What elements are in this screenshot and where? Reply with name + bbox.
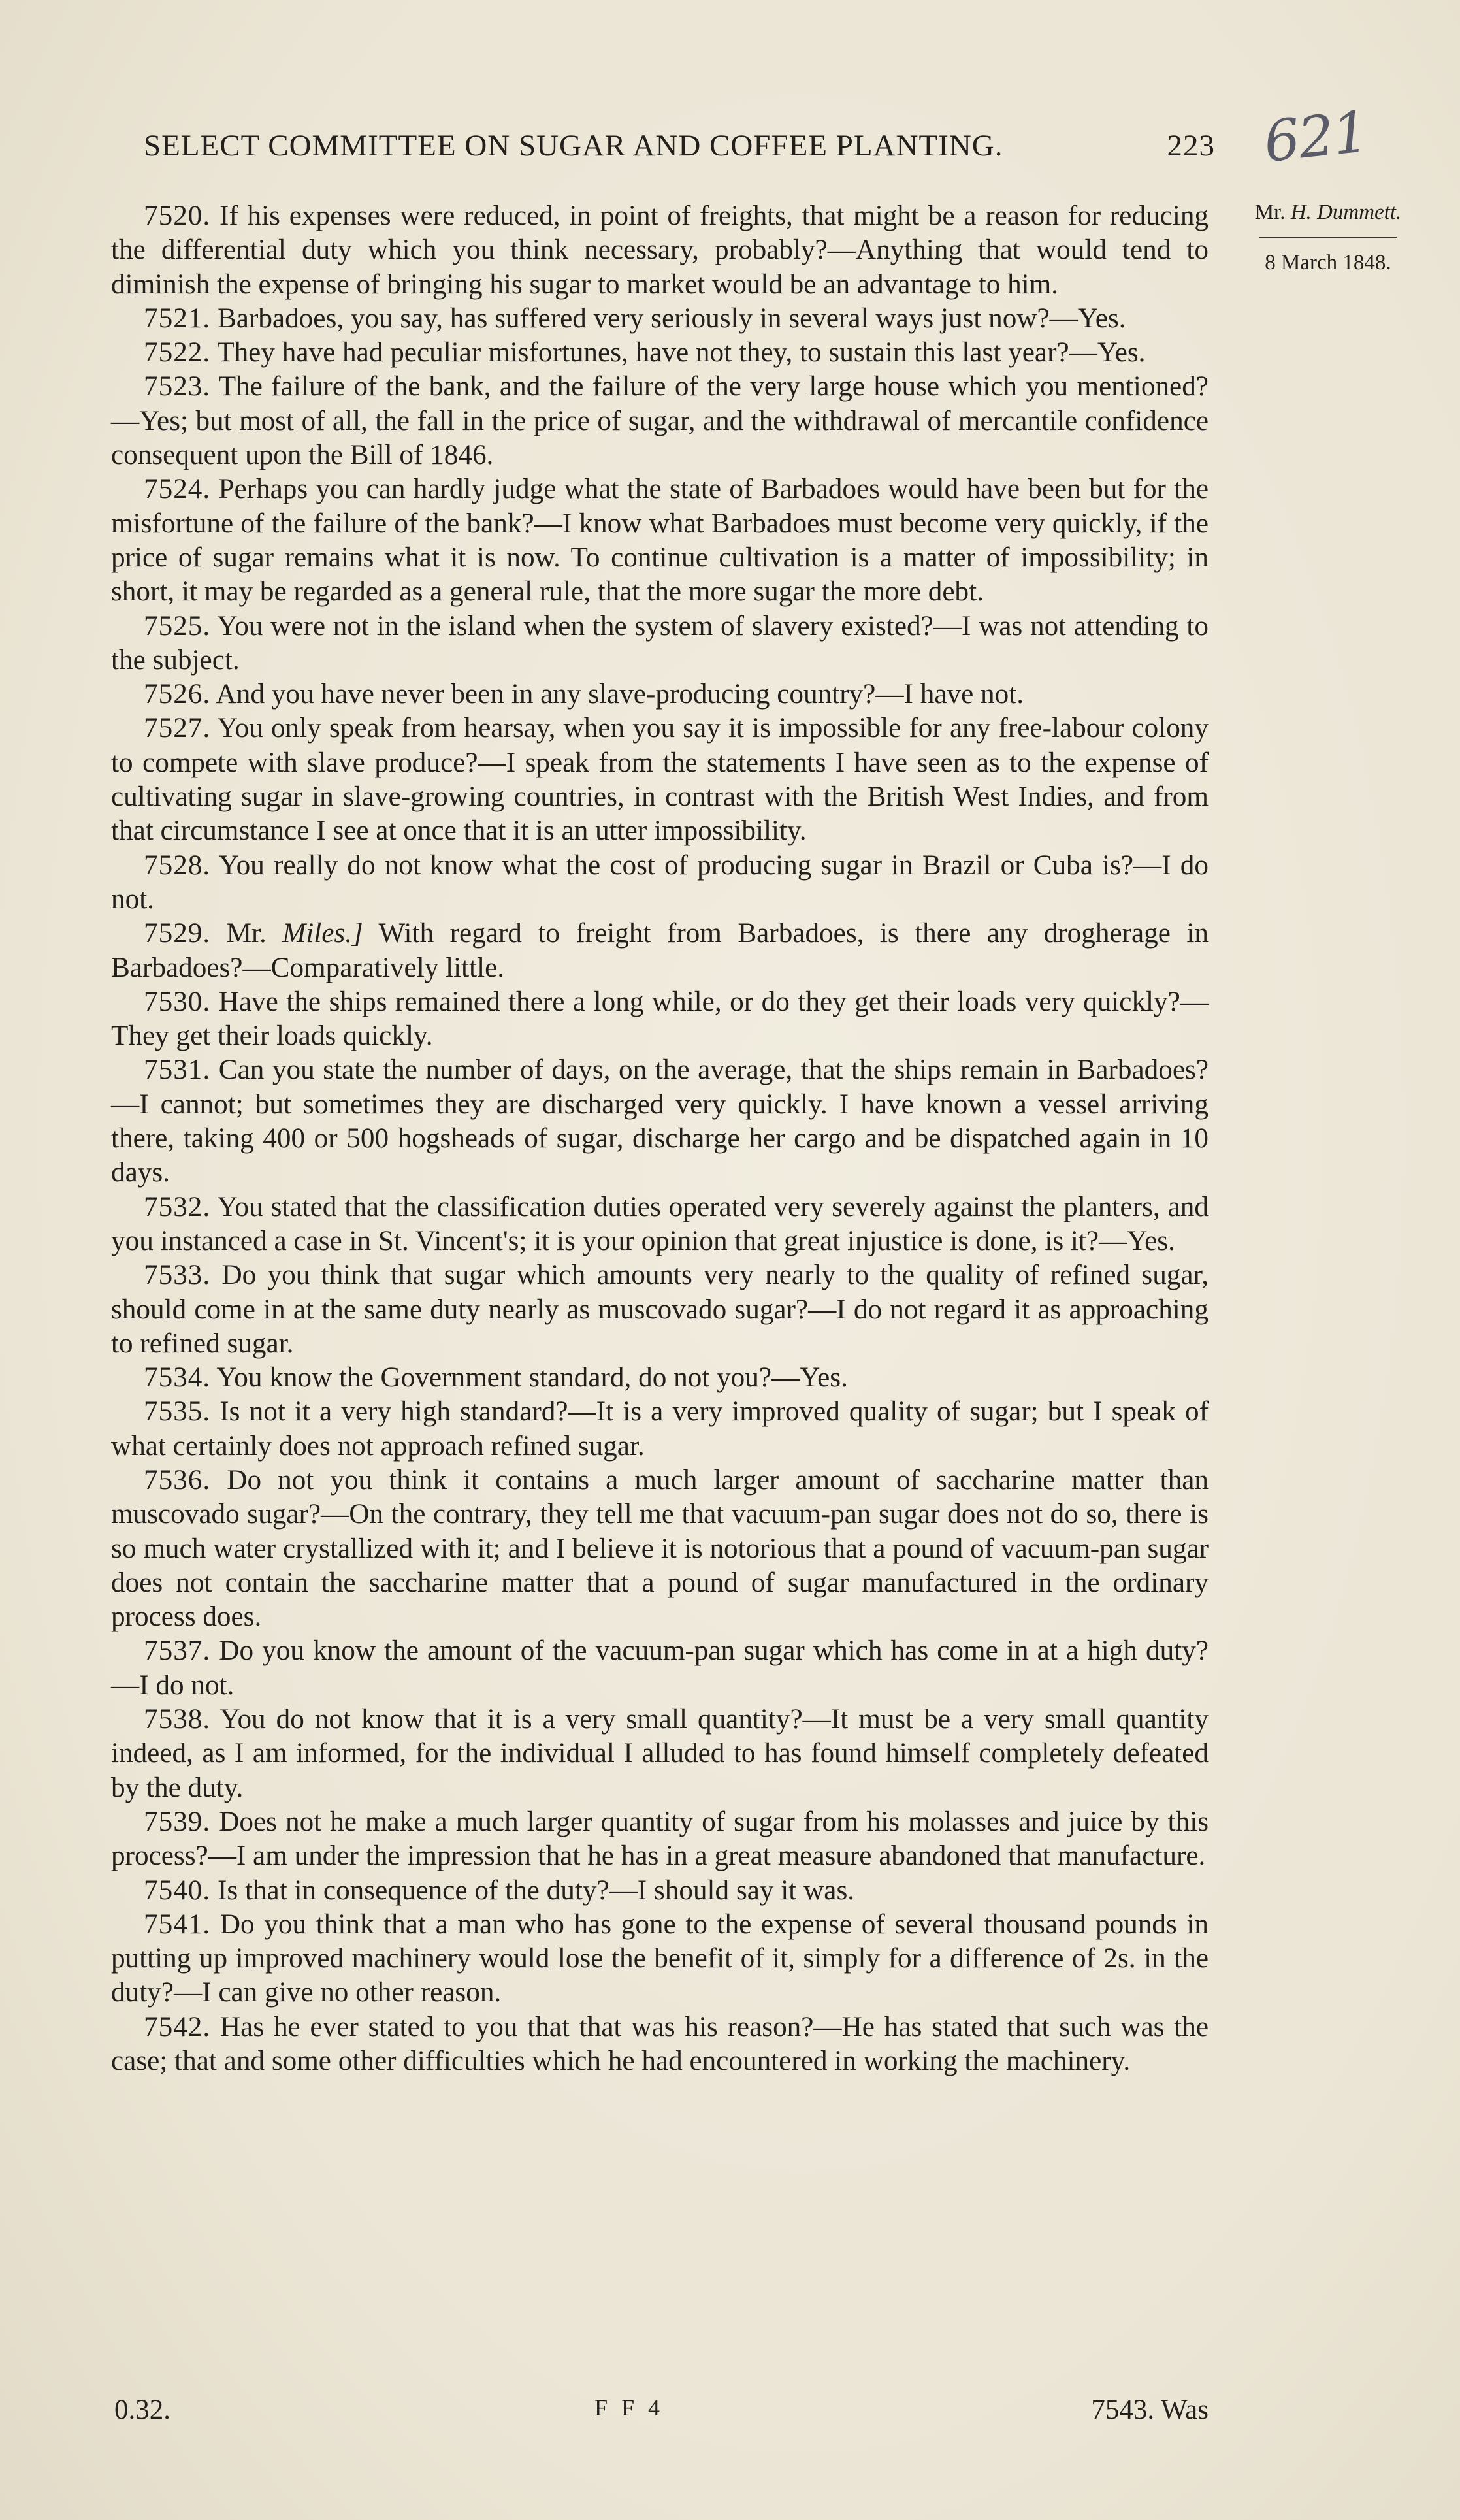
testimony-entry bbox=[111, 1190, 1209, 1259]
question-number: 7522. bbox=[144, 337, 211, 368]
question-number: 7541. bbox=[144, 1908, 211, 1940]
page-footer bbox=[114, 2394, 1209, 2433]
question-number: 7534. bbox=[144, 1362, 211, 1394]
question-answer-text: You do not know that it is a very small quantity?—It must be a very small quantity indeed, as I am informed, for the individual I alluded to has found himself completely defeated by the duty. bbox=[111, 1704, 1209, 1803]
question-answer-text: Has he ever stated to you that that was his reason?—He has stated that such was the case; that and some other difficulties which he had encountered in working the machinery. bbox=[111, 2011, 1209, 2077]
question-number: 7528. bbox=[144, 849, 211, 881]
testimony-entry bbox=[111, 1395, 1209, 1464]
question-answer-text: If his expenses were reduced, in point of freights, that might be a reason for reducing the differential duty which you think necessary, probably?—Anything that would tend to diminish the expense of bringing his sugar to market would be an advantage to him. bbox=[111, 201, 1209, 300]
testimony-entry bbox=[111, 678, 1209, 712]
margin-note bbox=[1220, 201, 1436, 275]
question-number: 7536. bbox=[144, 1464, 211, 1496]
testimony-entry bbox=[111, 712, 1209, 848]
question-number: 7524. bbox=[144, 474, 211, 505]
question-number: 7527. bbox=[144, 713, 211, 744]
question-answer-text: Have the ships remained there a long while, or do they get their loads very quickly?—They get their loads quickly. bbox=[111, 986, 1209, 1052]
speaker-prefix: Mr. bbox=[226, 918, 267, 949]
testimony-entry bbox=[111, 199, 1209, 302]
speaker-name: Miles.] bbox=[282, 918, 363, 949]
testimony-entry bbox=[111, 1908, 1209, 2010]
testimony-entry bbox=[111, 849, 1209, 917]
witness-name: H. Dummett. bbox=[1290, 201, 1402, 224]
testimony-entry bbox=[111, 985, 1209, 1054]
testimony-entry bbox=[111, 1874, 1209, 1908]
testimony-entry bbox=[111, 1053, 1209, 1190]
question-number: 7520. bbox=[144, 201, 211, 231]
testimony-entry bbox=[111, 302, 1209, 336]
witness-line bbox=[1220, 201, 1436, 225]
question-answer-text: Do you know the amount of the vacuum-pan sugar which has come in at a high duty?—I do not. bbox=[111, 1635, 1209, 1701]
question-answer-text: Does not he make a much larger quantity of sugar from his molasses and juice by this process?—I am under the impression that he has in a great measure abandoned that manufacture. bbox=[111, 1806, 1209, 1872]
question-answer-text: Do you think that sugar which amounts very nearly to the quality of refined sugar, should come in at the same duty nearly as muscovado sugar?—I do not regard it as approaching to refined sugar. bbox=[111, 1260, 1209, 1359]
witness-prefix: Mr. bbox=[1254, 201, 1286, 224]
question-answer-text: Do not you think it contains a much larger amount of saccharine matter than muscovado sugar?—On the contrary, they tell me that vacuum-pan sugar does not do so, there is so much water crystallized with it; and I believe it is notorious that a pound of vacuum-pan sugar does not contain the saccharine matter that a pound of sugar manufactured in the ordinary process does. bbox=[111, 1464, 1209, 1633]
question-number: 7540. bbox=[144, 1874, 211, 1906]
testimony-entry bbox=[111, 1703, 1209, 1805]
question-number: 7523. bbox=[144, 371, 211, 402]
testimony-entry bbox=[111, 917, 1209, 985]
question-number: 7526. bbox=[144, 679, 211, 710]
question-answer-text: You know the Government standard, do not you?—Yes. bbox=[216, 1362, 848, 1394]
testimony-entry bbox=[111, 1258, 1209, 1361]
question-answer-text: They have had peculiar misfortunes, have not they, to sustain this last year?—Yes. bbox=[217, 337, 1146, 368]
question-number: 7530. bbox=[144, 986, 211, 1017]
page-number: 223 bbox=[1167, 129, 1215, 163]
testimony-entry bbox=[111, 370, 1209, 472]
question-answer-text: And you have never been in any slave-producing country?—I have not. bbox=[216, 679, 1024, 710]
signature-mark: F F 4 bbox=[594, 2395, 664, 2421]
question-answer-text: Do you think that a man who has gone to the expense of several thousand pounds in putting up improved machinery would lose the benefit of it, simply for a difference of 2s. in the duty?—I can give no other reason. bbox=[111, 1908, 1209, 2008]
paper-number: 0.32. bbox=[114, 2395, 170, 2425]
question-number: 7542. bbox=[144, 2011, 211, 2042]
question-number: 7532. bbox=[144, 1191, 211, 1222]
testimony-entry bbox=[111, 336, 1209, 370]
question-answer-text: You stated that the classification duties operated very severely against the planters, and you instanced a case in St. Vincent's; it is your opinion that great injustice is done, is it?—Yes. bbox=[111, 1191, 1209, 1256]
question-answer-text: Is that in consequence of the duty?—I should say it was. bbox=[217, 1874, 855, 1906]
question-number: 7521. bbox=[144, 303, 211, 334]
testimony-entry bbox=[111, 2010, 1209, 2079]
question-number: 7537. bbox=[144, 1635, 211, 1667]
running-header bbox=[144, 128, 1215, 163]
testimony-entry bbox=[111, 1634, 1209, 1703]
question-number: 7531. bbox=[144, 1055, 211, 1086]
question-number: 7529. bbox=[144, 918, 211, 949]
question-number: 7525. bbox=[144, 610, 211, 642]
handwritten-folio-number: 621 bbox=[1261, 99, 1371, 175]
question-number: 7533. bbox=[144, 1260, 211, 1291]
question-answer-text: The failure of the bank, and the failure of the very large house which you mentioned?—Yes; but most of all, the fall in the price of sugar, and the withdrawal of mercantile confidence consequent upon the Bill of 1846. bbox=[111, 371, 1209, 471]
testimony-entry bbox=[111, 1464, 1209, 1634]
question-answer-text: Is not it a very high standard?—It is a very improved quality of sugar; but I speak of what certainly does not approach refined sugar. bbox=[111, 1396, 1209, 1462]
question-answer-text: Barbadoes, you say, has suffered very seriously in several ways just now?—Yes. bbox=[217, 303, 1126, 334]
question-answer-text: You only speak from hearsay, when you say it is impossible for any free-labour colony to compete with slave produce?—I speak from the statements I have seen as to the expense of cultivating sugar in slave-growing countries, in contrast with the British West Indies, and from that circumstance I see at once that it is an utter impossibility. bbox=[111, 713, 1209, 847]
header-title: SELECT COMMITTEE ON SUGAR AND COFFEE PLANTING. bbox=[144, 129, 1003, 163]
testimony-entry bbox=[111, 472, 1209, 609]
testimony-body bbox=[111, 199, 1209, 2078]
testimony-entry bbox=[111, 1805, 1209, 1874]
question-number: 7535. bbox=[144, 1396, 211, 1428]
question-answer-text: Perhaps you can hardly judge what the state of Barbadoes would have been but for the misfortune of the failure of the bank?—I know what Barbadoes must become very quickly, if the price of sugar remains what it is now. To continue cultivation is a matter of impossibility; in short, it may be regarded as a general rule, that the more sugar the more debt. bbox=[111, 474, 1209, 608]
testimony-entry bbox=[111, 610, 1209, 678]
question-number: 7538. bbox=[144, 1704, 211, 1735]
margin-rule bbox=[1259, 237, 1397, 238]
question-answer-text: You really do not know what the cost of producing sugar in Brazil or Cuba is?—I do not. bbox=[111, 849, 1209, 915]
question-number: 7539. bbox=[144, 1806, 211, 1837]
catchword: 7543. Was bbox=[1091, 2395, 1209, 2425]
testimony-entry bbox=[111, 1361, 1209, 1395]
question-answer-text: With regard to freight from Barbadoes, is there any drogherage in Barbadoes?—Comparatively little. bbox=[111, 918, 1209, 983]
question-answer-text: Can you state the number of days, on the average, that the ships remain in Barbadoes?—I cannot; but sometimes they are discharged very quickly. I have known a vessel arriving there, taking 400 or 500 hogsheads of sugar, discharge her cargo and be dispatched again in 10 days. bbox=[111, 1055, 1209, 1188]
question-answer-text: You were not in the island when the system of slavery existed?—I was not attending to the subject. bbox=[111, 610, 1209, 676]
testimony-date: 8 March 1848. bbox=[1265, 251, 1391, 274]
